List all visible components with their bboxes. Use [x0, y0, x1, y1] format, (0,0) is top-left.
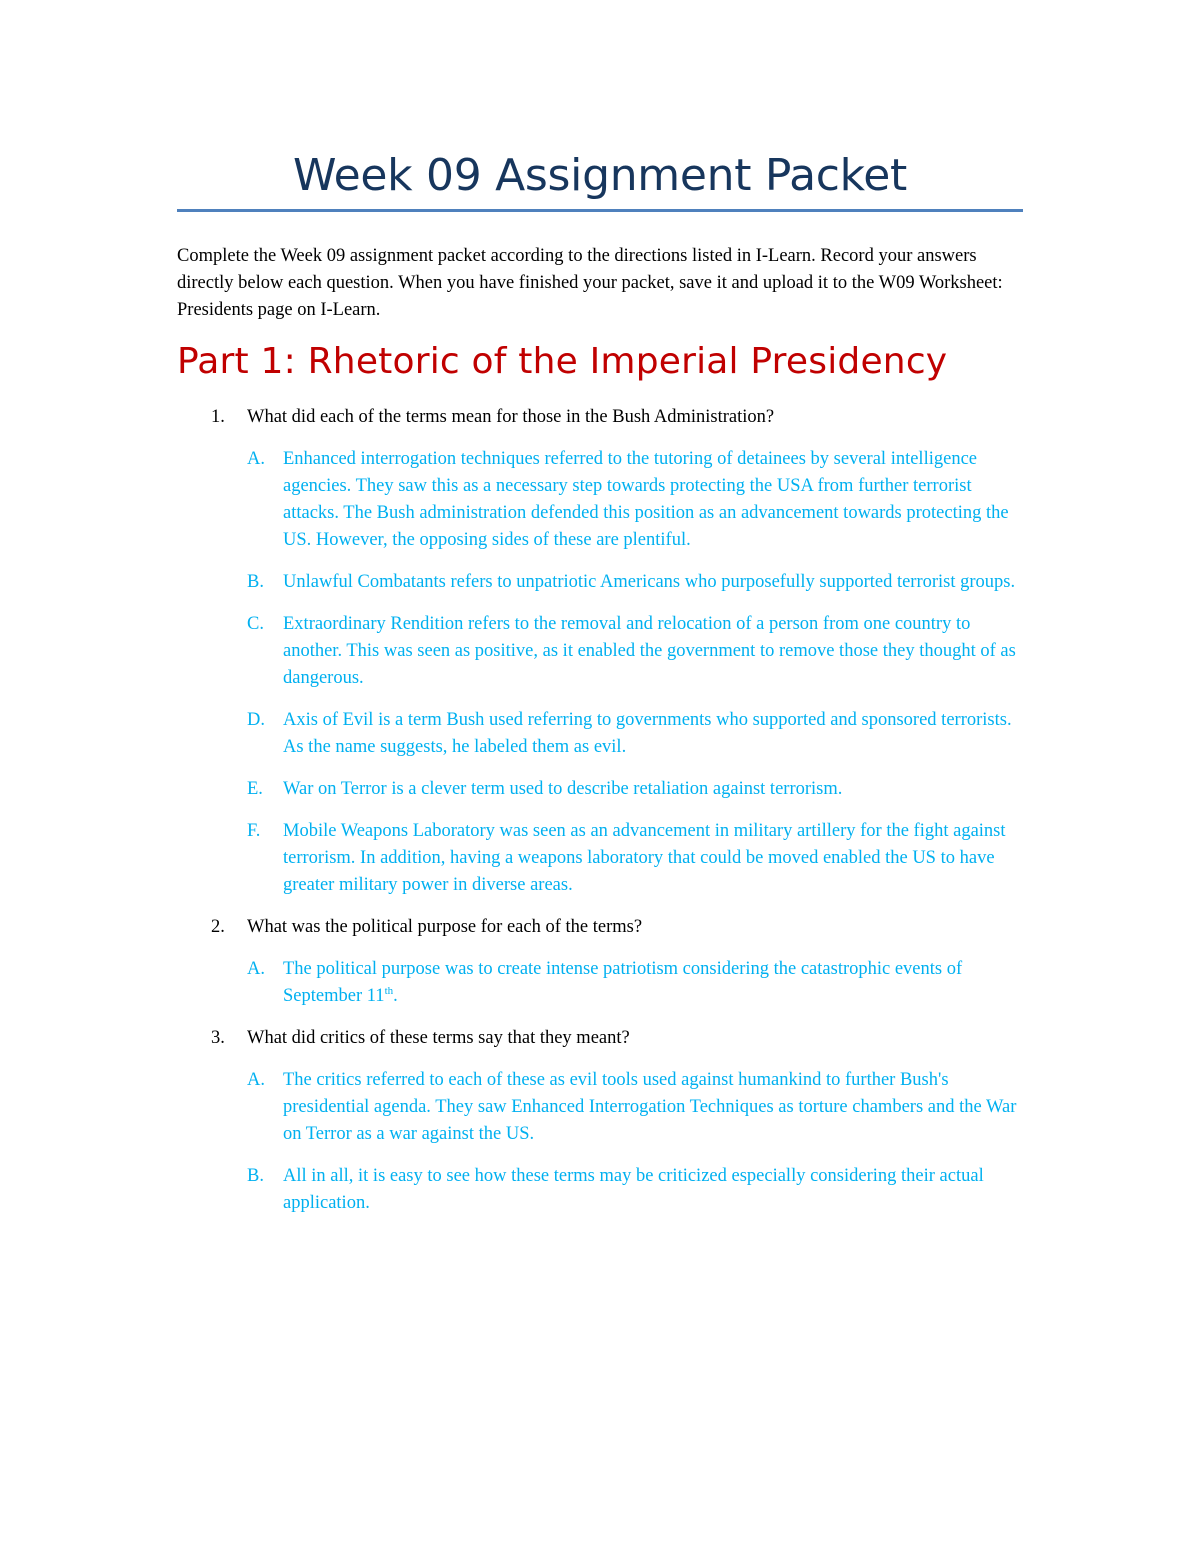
answer-letter: A. — [247, 1070, 265, 1090]
answer-text: Axis of Evil is a term Bush used referring to governments who supported and sponsored terrorists. As the name suggests, he labeled them as evil. — [283, 710, 1012, 757]
answer-text: Unlawful Combatants refers to unpatriotic Americans who purposefully supported terrorist groups. — [283, 572, 1016, 592]
answer-text: The critics referred to each of these as evil tools used against humankind to further Bush's presidential agenda. They saw Enhanced Interrogation Techniques as torture chambers and the War on Terror as a war against the US. — [283, 1070, 1017, 1144]
question-number: 2. — [211, 917, 225, 937]
intro-paragraph: Complete the Week 09 assignment packet according to the directions listed in I-Learn. Record your answers directly below each question. When you have finished your packet, save it and upload it to the W09 Worksheet: Presidents page on I-Learn. — [177, 246, 1003, 320]
question-text: What did each of the terms mean for those in the Bush Administration? — [247, 407, 775, 427]
answer-text-tail: . — [393, 986, 398, 1006]
question-item — [177, 404, 1027, 899]
question-number: 1. — [211, 407, 225, 427]
answer-text-main: The political purpose was to create intense patriotism considering the catastrophic events of September 11 — [283, 959, 963, 1006]
title-underline — [177, 209, 1023, 212]
answer-item — [177, 446, 1027, 554]
answer-text: All in all, it is easy to see how these terms may be criticized especially considering their actual application. — [283, 1166, 984, 1213]
answer-item — [177, 776, 1027, 803]
answer-list — [177, 1067, 1027, 1217]
answer-list — [177, 446, 1027, 899]
answer-letter: D. — [247, 710, 265, 730]
question-text: What was the political purpose for each of the terms? — [247, 917, 643, 937]
answer-item — [177, 569, 1027, 596]
document-title: Week 09 Assignment Packet — [292, 150, 907, 201]
answer-item — [177, 818, 1027, 899]
answer-item — [177, 1163, 1027, 1217]
answer-item — [177, 707, 1027, 761]
answer-text: Mobile Weapons Laboratory was seen as an advancement in military artillery for the fight against terrorism. In addition, having a weapons laboratory that could be moved enabled the US to have greater military power in diverse areas. — [283, 821, 1006, 895]
question-number: 3. — [211, 1028, 225, 1048]
answer-list — [177, 956, 1027, 1010]
answer-item — [177, 611, 1027, 692]
answer-letter: C. — [247, 614, 264, 634]
question-item — [177, 1025, 1027, 1217]
answer-letter: E. — [247, 779, 263, 799]
ordinal-superscript: th — [384, 984, 394, 997]
answer-letter: B. — [247, 572, 264, 592]
answer-text: Extraordinary Rendition refers to the removal and relocation of a person from one country to another. This was seen as positive, as it enabled the government to remove those they thought of as dangerous. — [283, 614, 1016, 688]
answer-text: Enhanced interrogation techniques referred to the tutoring of detainees by several intelligence agencies. They saw this as a necessary step towards protecting the USA from further terrorist attacks. The Bush administration defended this position as an advancement towards protecting the US. However, the opposing sides of these are plentiful. — [283, 449, 1009, 550]
question-item — [177, 914, 1027, 1010]
answer-text — [283, 959, 962, 1006]
answer-letter: A. — [247, 959, 265, 979]
answer-item — [177, 956, 1027, 1010]
answer-item — [177, 1067, 1027, 1148]
question-row — [177, 914, 1027, 941]
answer-letter: A. — [247, 449, 265, 469]
answer-letter: B. — [247, 1166, 264, 1186]
answer-letter: F. — [247, 821, 261, 841]
part-heading: Part 1: Rhetoric of the Imperial Presidency — [177, 341, 948, 382]
question-row — [177, 404, 1027, 431]
question-text: What did critics of these terms say that they meant? — [247, 1028, 630, 1048]
answer-text: War on Terror is a clever term used to describe retaliation against terrorism. — [283, 779, 843, 799]
question-list — [177, 404, 1027, 1232]
question-row — [177, 1025, 1027, 1052]
